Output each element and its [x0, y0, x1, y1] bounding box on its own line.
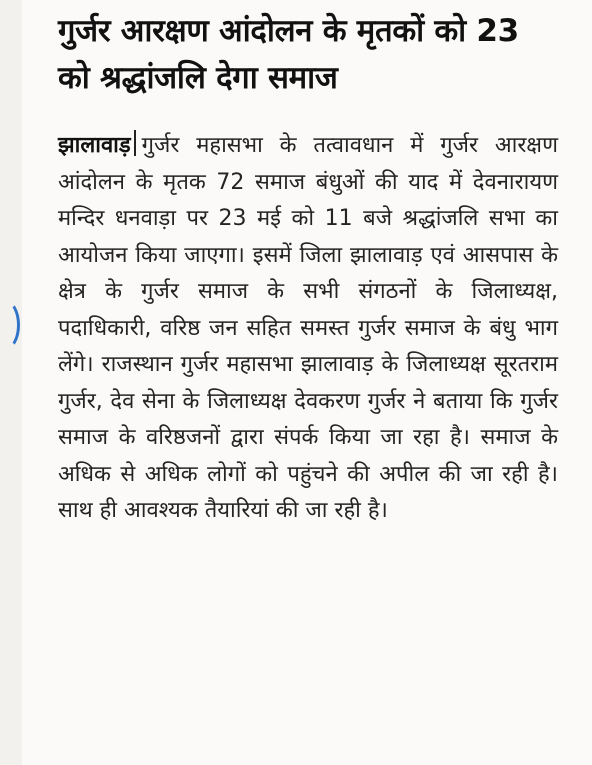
page-edge-mark — [0, 300, 20, 350]
dateline: झालावाड़ — [58, 133, 131, 158]
dateline-separator — [134, 130, 136, 156]
article-headline: गुर्जर आरक्षण आंदोलन के मृतकों को 23 को श्रद्धांजलि देगा समाज — [58, 13, 519, 96]
article-body-text: गुर्जर महासभा के तत्वावधान में गुर्जर आरक्षण आंदोलन के मृतक 72 समाज बंधुओं की याद में देवनारायण मन्दिर धनवाड़ा पर 23 मई को 11 बजे श्रद्धांजलि सभा का आयोजन किया जाएगा। इसमें जिला झालावाड़ एवं आसपास के क्षेत्र के गुर्जर समाज के सभी संगठनों के जिलाध्यक्ष, पदाधिकारी, वरिष्ठ जन सहित समस्त गुर्जर समाज के बंधु भाग लेंगे। राजस्थान गुर्जर महासभा झालावाड़ के जिलाध्यक्ष सूरतराम गुर्जर, देव सेना के जिलाध्यक्ष देवकरण गुर्जर ने बताया कि गुर्जर समाज के वरिष्ठजनों द्वारा संपर्क किया जा रहा है। समाज के अधिक से अधिक लोगों को पहुंचने की अपील की जा रही है। साथ ही आवश्यक तैयारियां की जा रही है। — [58, 133, 558, 523]
article-body — [58, 128, 558, 530]
